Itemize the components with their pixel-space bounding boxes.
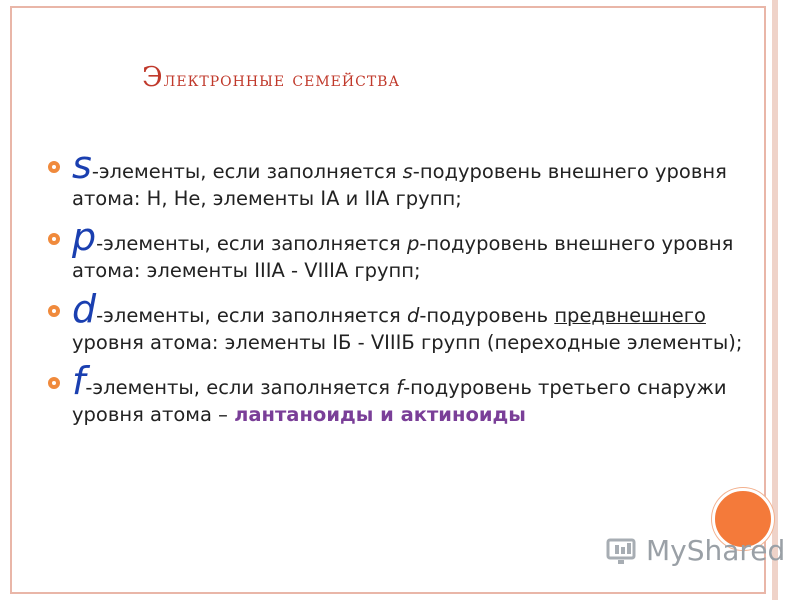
list-item-s [48,143,768,212]
item-text-c: уровня атома: элементы IБ - VIIIБ групп (переходные элементы); [72,331,743,354]
title-first-letter: Э [142,62,164,93]
item-text-b: -подуровень [419,304,555,327]
family-letter: d [72,287,97,331]
ring-bullet-icon [48,377,60,389]
family-letter: p [72,215,97,259]
myshared-logo-icon [606,536,640,566]
item-text-b: -подуровень третьего снаружи уровня атома – [72,376,727,426]
item-text-a: -элементы, если заполняется [96,232,407,255]
element-families-list [48,143,768,438]
item-text-a: -элементы, если заполняется [91,160,403,183]
list-item-p [48,215,768,284]
underlined-term: предвнешнего [554,304,706,327]
inline-letter: d [406,304,420,327]
inline-letter: f [396,376,404,399]
logo-text: MyShared [646,534,786,567]
myshared-logo[interactable] [606,534,785,567]
slide-title [142,62,400,93]
ring-bullet-icon [48,161,60,173]
ring-bullet-icon [48,305,60,317]
ring-bullet-icon [48,233,60,245]
item-text-a: -элементы, если заполняется [96,304,407,327]
inline-letter: p [406,232,420,255]
item-text-b: -подуровень внешнего уровня атома: элементы IIIA - VIIIA групп; [72,232,734,282]
item-text-a: -элементы, если заполняется [85,376,397,399]
list-item-d [48,287,768,356]
item-text-b: -подуровень внешнего уровня атома: H, He, элементы IA и IIA групп; [72,160,727,210]
title-rest: лектронные семейства [163,67,401,91]
inline-letter: s [402,160,413,183]
accent-term: лантаноиды и актиноиды [234,403,526,426]
list-item-f [48,359,768,428]
family-letter: s [72,143,92,187]
family-letter: f [72,359,86,403]
